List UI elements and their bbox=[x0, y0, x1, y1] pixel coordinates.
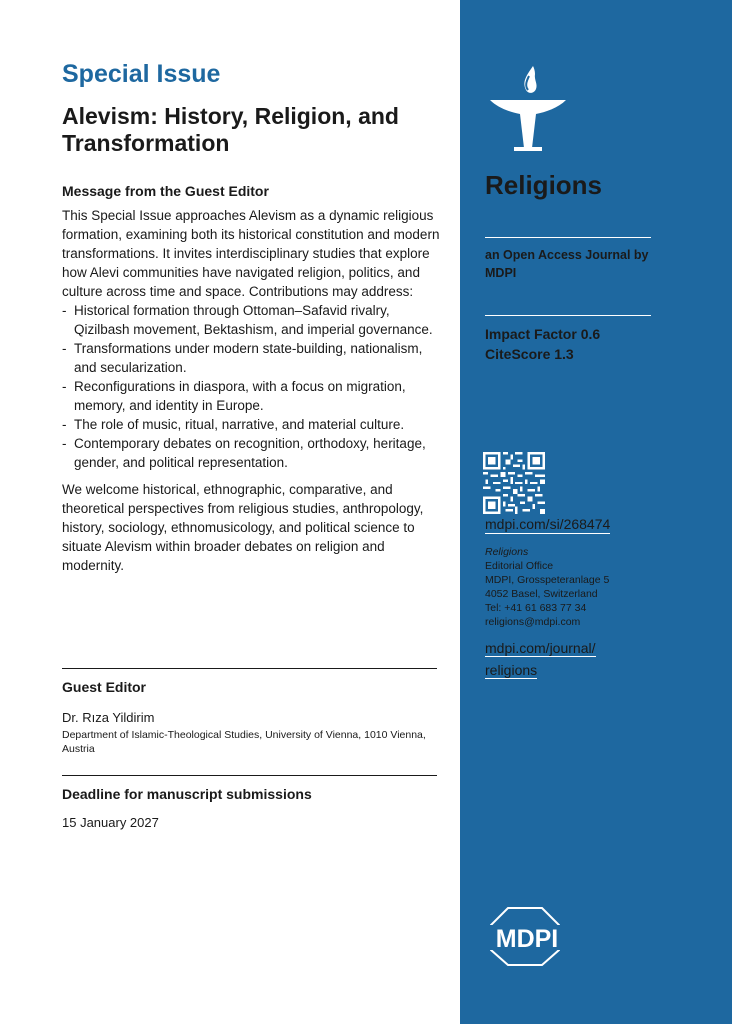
office-line: MDPI, Grosspeteranlage 5 bbox=[485, 574, 610, 586]
message-closing: We welcome historical, ethnographic, comparative, and theoretical perspectives from religious studies, anthropology, history, sociology, ethnomusicology, and political science to situate Alevism within broader debates on religion and modernity. bbox=[62, 482, 424, 573]
impact-factor: Impact Factor 0.6 bbox=[485, 326, 601, 342]
guest-editor-affiliation: Department of Islamic-Theological Studies, University of Vienna, 1010 Vienna, Austria bbox=[62, 729, 426, 755]
deadline-date: 15 January 2027 bbox=[62, 815, 159, 830]
office-email[interactable]: religions@mdpi.com bbox=[485, 616, 581, 628]
section-divider bbox=[62, 668, 437, 669]
guest-editor-name: Dr. Rıza Yildirim bbox=[62, 710, 155, 725]
journal-metrics bbox=[485, 324, 600, 364]
special-issue-label: Special Issue bbox=[62, 60, 221, 88]
mdpi-logo-icon bbox=[480, 905, 575, 967]
list-item: - Contemporary debates on recognition, orthodoxy, heritage, gender, and political representation. bbox=[62, 436, 426, 470]
sidebar-divider bbox=[485, 237, 651, 238]
office-line: Editorial Office bbox=[485, 560, 554, 572]
list-item: - Historical formation through Ottoman–Safavid rivalry, Qizilbash movement, Bektashism, and imperial governance. bbox=[62, 303, 433, 337]
message-body bbox=[62, 206, 440, 575]
journal-name: Religions bbox=[485, 170, 603, 200]
special-issue-title: Alevism: History, Religion, and Transformation bbox=[62, 103, 399, 156]
journal-link[interactable] bbox=[485, 637, 596, 681]
sidebar-divider bbox=[485, 315, 651, 316]
special-issue-link[interactable]: mdpi.com/si/268474 bbox=[485, 516, 611, 532]
guest-editor-heading: Guest Editor bbox=[62, 679, 147, 695]
message-intro: This Special Issue approaches Alevism as a dynamic religious formation, examining both its historical constitution and modern transformations. It invites interdisciplinary studies that explore how Alevi communities have navigated religion, politics, and culture across time and space. Contributions may address: bbox=[62, 208, 440, 299]
open-access-label: an Open Access Journal by MDPI bbox=[485, 248, 649, 280]
journal-link-line-2[interactable]: religions bbox=[485, 662, 538, 678]
journal-link-line-1[interactable]: mdpi.com/journal/ bbox=[485, 640, 596, 656]
section-divider bbox=[62, 775, 437, 776]
citescore: CiteScore 1.3 bbox=[485, 346, 574, 362]
list-item: - Reconfigurations in diaspora, with a focus on migration, memory, and identity in Europe. bbox=[62, 379, 406, 413]
topic-list bbox=[62, 301, 440, 472]
office-journal: Religions bbox=[485, 546, 529, 558]
message-heading: Message from the Guest Editor bbox=[62, 183, 269, 199]
office-line: 4052 Basel, Switzerland bbox=[485, 588, 598, 600]
list-item: - The role of music, ritual, narrative, and material culture. bbox=[62, 417, 405, 432]
chalice-logo-icon bbox=[488, 62, 568, 158]
qr-code-icon[interactable] bbox=[483, 452, 545, 514]
office-line: Tel: +41 61 683 77 34 bbox=[485, 602, 587, 614]
mdpi-logo-text: MDPI bbox=[495, 925, 559, 953]
list-item: - Transformations under modern state-building, nationalism, and secularization. bbox=[62, 341, 423, 375]
deadline-heading: Deadline for manuscript submissions bbox=[62, 786, 312, 802]
editorial-office bbox=[485, 545, 609, 629]
